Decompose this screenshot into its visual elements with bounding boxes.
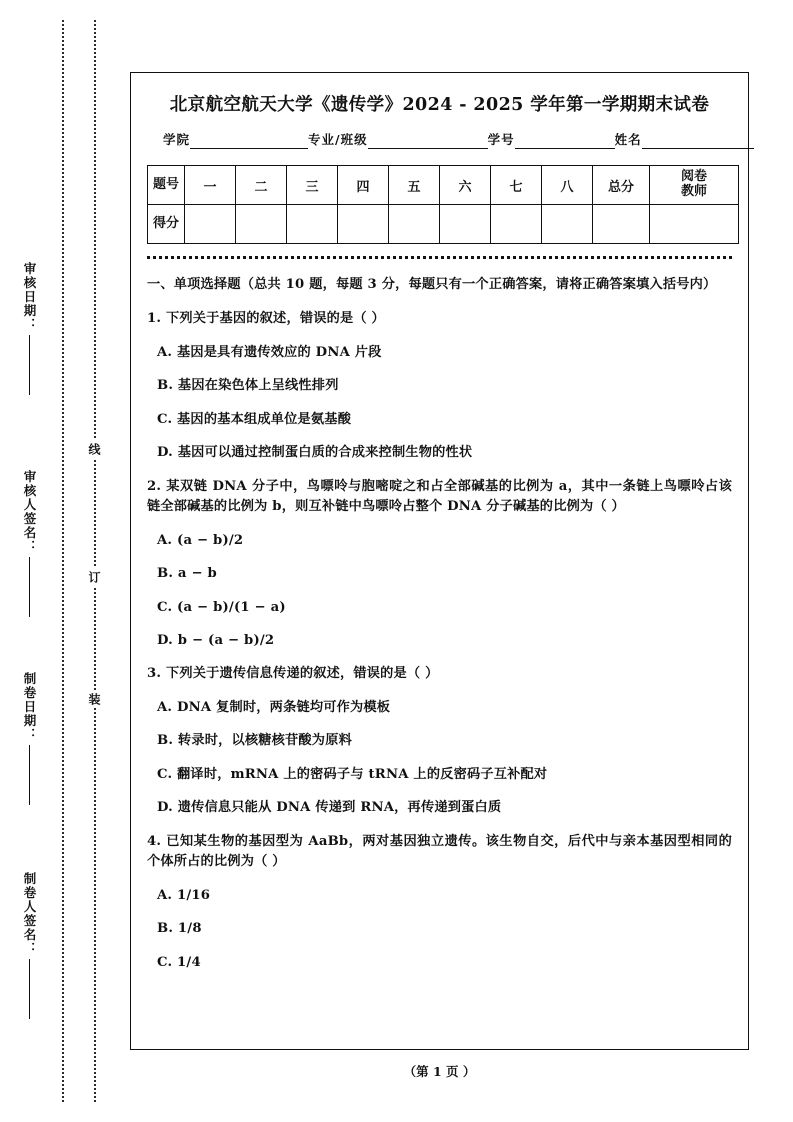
margin-label-rule — [29, 335, 30, 395]
table-row-scores — [148, 205, 739, 244]
question-3-option-b[interactable]: B. 转录时，以核糖核苷酸为原料 — [157, 733, 352, 749]
margin-label-reviewer-signature — [20, 470, 38, 617]
table-row-question-numbers — [148, 166, 739, 205]
field-major-class-label: 专业/班级 — [308, 132, 368, 147]
table-cell-q3: 三 — [287, 166, 338, 205]
question-2-option-b[interactable]: B. a − b — [157, 566, 217, 582]
table-cell-total-label: 总分 — [593, 166, 650, 205]
margin-label-text: 制卷日期： — [22, 672, 37, 742]
field-student-id-label: 学号 — [487, 132, 515, 147]
student-info-row — [163, 130, 726, 149]
question-1-option-c[interactable]: C. 基因的基本组成单位是氨基酸 — [157, 411, 352, 427]
margin-label-text: 制卷人签名： — [22, 872, 37, 956]
score-cell-q7[interactable] — [491, 205, 542, 244]
outer-dotted-line — [62, 20, 64, 1102]
margin-label-text: 审核日期： — [22, 262, 37, 332]
teacher-label-line1: 阅卷 — [680, 169, 707, 185]
page-footer — [130, 1062, 749, 1080]
margin-label-rule — [29, 557, 30, 617]
margin-label-rule — [29, 959, 30, 1019]
fold-mark-line: 线 — [86, 440, 103, 458]
table-cell-teacher-label — [650, 166, 739, 205]
score-cell-q4[interactable] — [338, 205, 389, 244]
table-cell-q7: 七 — [491, 166, 542, 205]
question-3-option-a[interactable]: A. DNA 复制时，两条链均可作为模板 — [157, 699, 391, 715]
score-cell-total[interactable] — [593, 205, 650, 244]
table-cell-q5: 五 — [389, 166, 440, 205]
question-4-option-c[interactable]: C. 1/4 — [157, 954, 201, 970]
margin-label-rule — [29, 745, 30, 805]
score-cell-q1[interactable] — [185, 205, 236, 244]
table-cell-q2: 二 — [236, 166, 287, 205]
field-name — [615, 130, 754, 149]
question-4-option-a[interactable]: A. 1/16 — [157, 887, 211, 903]
question-1-option-b[interactable]: B. 基因在染色体上呈线性排列 — [157, 378, 339, 394]
question-4-option-b[interactable]: B. 1/8 — [157, 921, 202, 937]
field-college-input[interactable] — [190, 134, 308, 149]
field-college — [163, 130, 308, 149]
field-student-id — [488, 130, 615, 149]
field-student-id-input[interactable] — [515, 134, 615, 149]
field-name-input[interactable] — [642, 134, 754, 149]
exam-content — [147, 275, 732, 973]
field-name-label: 姓名 — [614, 132, 642, 147]
row-header-score: 得分 — [148, 205, 185, 244]
table-cell-q6: 六 — [440, 166, 491, 205]
margin-label-text: 审核人签名： — [22, 470, 37, 554]
page-number-label: （第 1 页 ） — [403, 1064, 476, 1079]
score-cell-q6[interactable] — [440, 205, 491, 244]
dotted-separator — [147, 256, 732, 259]
field-college-label: 学院 — [163, 132, 191, 147]
exam-paper-box — [130, 72, 749, 1050]
table-cell-q8: 八 — [542, 166, 593, 205]
score-cell-q3[interactable] — [287, 205, 338, 244]
question-2-option-d[interactable]: D. b − (a − b)/2 — [157, 632, 275, 648]
fold-mark-bind: 订 — [86, 568, 103, 586]
teacher-label-line2: 教师 — [680, 184, 707, 199]
binding-margin-strip — [0, 0, 130, 1122]
fold-mark-seal: 装 — [86, 690, 103, 708]
question-3-stem: 3. 下列关于遗传信息传递的叙述，错误的是（ ） — [147, 666, 439, 682]
question-1-option-d[interactable]: D. 基因可以通过控制蛋白质的合成来控制生物的性状 — [157, 445, 473, 461]
score-cell-q8[interactable] — [542, 205, 593, 244]
score-cell-teacher[interactable] — [650, 205, 739, 244]
margin-label-author-signature — [20, 872, 38, 1019]
question-3-option-d[interactable]: D. 遗传信息只能从 DNA 传递到 RNA，再传递到蛋白质 — [157, 800, 502, 816]
question-2-stem: 2. 某双链 DNA 分子中，鸟嘌呤与胞嘧啶之和占全部碱基的比例为 a，其中一条链上鸟嘌呤占该链全部碱基的比例为 b，则互补链中鸟嘌呤占整个 DNA 分子碱基的比例为（ ） — [147, 478, 732, 515]
table-cell-q4: 四 — [338, 166, 389, 205]
question-1-option-a[interactable]: A. 基因是具有遗传效应的 DNA 片段 — [157, 344, 382, 360]
question-1-stem: 1. 下列关于基因的叙述，错误的是（ ） — [147, 311, 385, 327]
question-2-option-a[interactable]: A. (a − b)/2 — [157, 532, 244, 548]
section-heading-multiple-choice: 一、单项选择题（总共 10 题，每题 3 分，每题只有一个正确答案，请将正确答案填入括号内） — [147, 277, 717, 292]
score-table — [147, 165, 739, 244]
exam-title: 北京航空航天大学《遗传学》2024 - 2025 学年第一学期期末试卷 — [169, 95, 710, 115]
score-cell-q5[interactable] — [389, 205, 440, 244]
score-cell-q2[interactable] — [236, 205, 287, 244]
field-major-class-input[interactable] — [368, 134, 488, 149]
field-major-class — [308, 130, 488, 149]
table-cell-q1: 一 — [185, 166, 236, 205]
margin-label-paper-date — [20, 672, 38, 805]
inner-dotted-line — [94, 20, 96, 1102]
question-3-option-c[interactable]: C. 翻译时，mRNA 上的密码子与 tRNA 上的反密码子互补配对 — [157, 766, 548, 782]
margin-label-review-date — [20, 262, 38, 395]
question-4-stem: 4. 已知某生物的基因型为 AaBb，两对基因独立遗传。该生物自交，后代中与亲本基因型相同的个体所占的比例为（ ） — [147, 833, 732, 870]
row-header-question-number: 题号 — [148, 166, 185, 205]
question-2-option-c[interactable]: C. (a − b)/(1 − a) — [157, 599, 286, 615]
